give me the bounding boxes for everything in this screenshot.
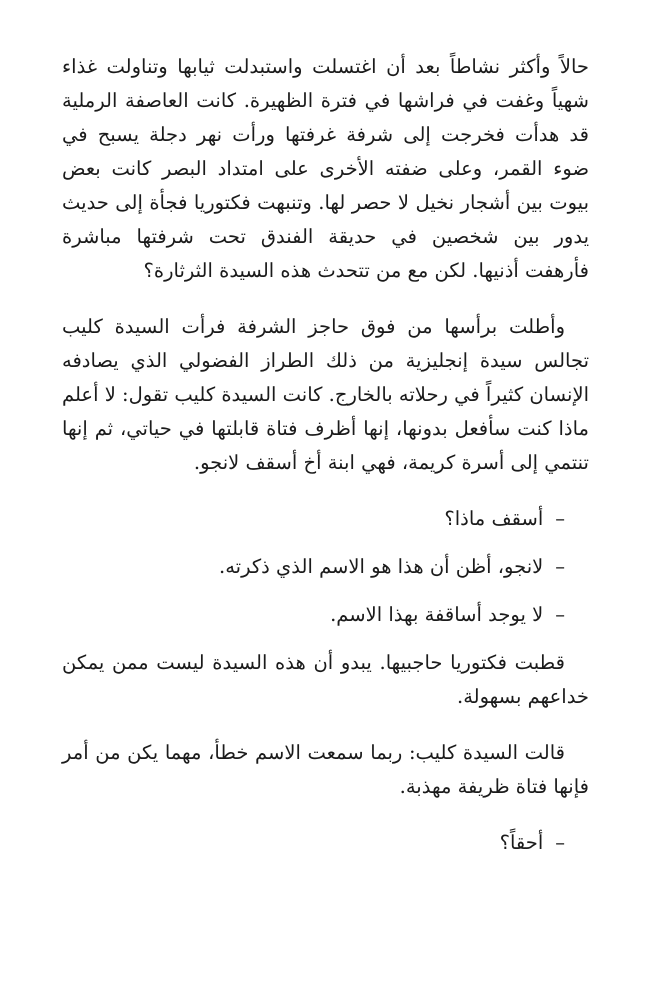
dialogue-line: [62, 502, 589, 536]
paragraph: حالاً وأكثر نشاطاً بعد أن اغتسلت واستبدلت ثيابها وتناولت غذاء شهياً وغفت في فراشها في فترة الظهيرة. كانت العاصفة الرملية قد هدأت فخرجت إلى شرفة غرفتها ورأت نهر دجلة يسبح في ضوء القمر، وعلى ضفته الأخرى على امتداد البصر كانت بعض بيوت بين أشجار نخيل لا حصر لها. وتنبهت فكتوريا فجأة إلى حديث يدور بين شخصين في حديقة الفندق تحت شرفتها مباشرة فأرهفت أذنيها. لكن مع من تتحدث هذه السيدة الثرثارة؟: [62, 55, 589, 282]
paragraph: قالت السيدة كليب: ربما سمعت الاسم خطأ، مهما يكن من أمر فإنها فتاة ظريفة مهذبة.: [62, 741, 589, 798]
dialogue-text: لانجو، أظن أن هذا هو الاسم الذي ذكرته.: [219, 555, 544, 578]
dialogue-line: [62, 550, 589, 584]
document-page: [62, 50, 589, 874]
dialogue-line: [62, 598, 589, 632]
dialogue-dash: –: [555, 831, 565, 854]
dialogue-dash: –: [555, 603, 565, 626]
dialogue-dash: –: [555, 507, 565, 530]
dialogue-text: لا يوجد أساقفة بهذا الاسم.: [330, 603, 544, 626]
dialogue-dash: –: [555, 555, 565, 578]
paragraph: قطبت فكتوريا حاجبيها. يبدو أن هذه السيدة ليست ممن يمكن خداعهم بسهولة.: [62, 651, 589, 708]
dialogue-line: [62, 826, 589, 860]
paragraph: وأطلت برأسها من فوق حاجز الشرفة فرأت السيدة كليب تجالس سيدة إنجليزية من ذلك الطراز الفضولي الذي يصادفه الإنسان كثيراً في رحلاته بالخارج. كانت السيدة كليب تقول: لا أعلم ماذا كنت سأفعل بدونها، إنها أظرف فتاة قابلتها في حياتي، ثم إنها تنتمي إلى أسرة كريمة، فهي ابنة أخ أسقف لانجو.: [62, 315, 589, 474]
dialogue-text: أحقاً؟: [499, 831, 544, 854]
dialogue-text: أسقف ماذا؟: [444, 507, 544, 530]
